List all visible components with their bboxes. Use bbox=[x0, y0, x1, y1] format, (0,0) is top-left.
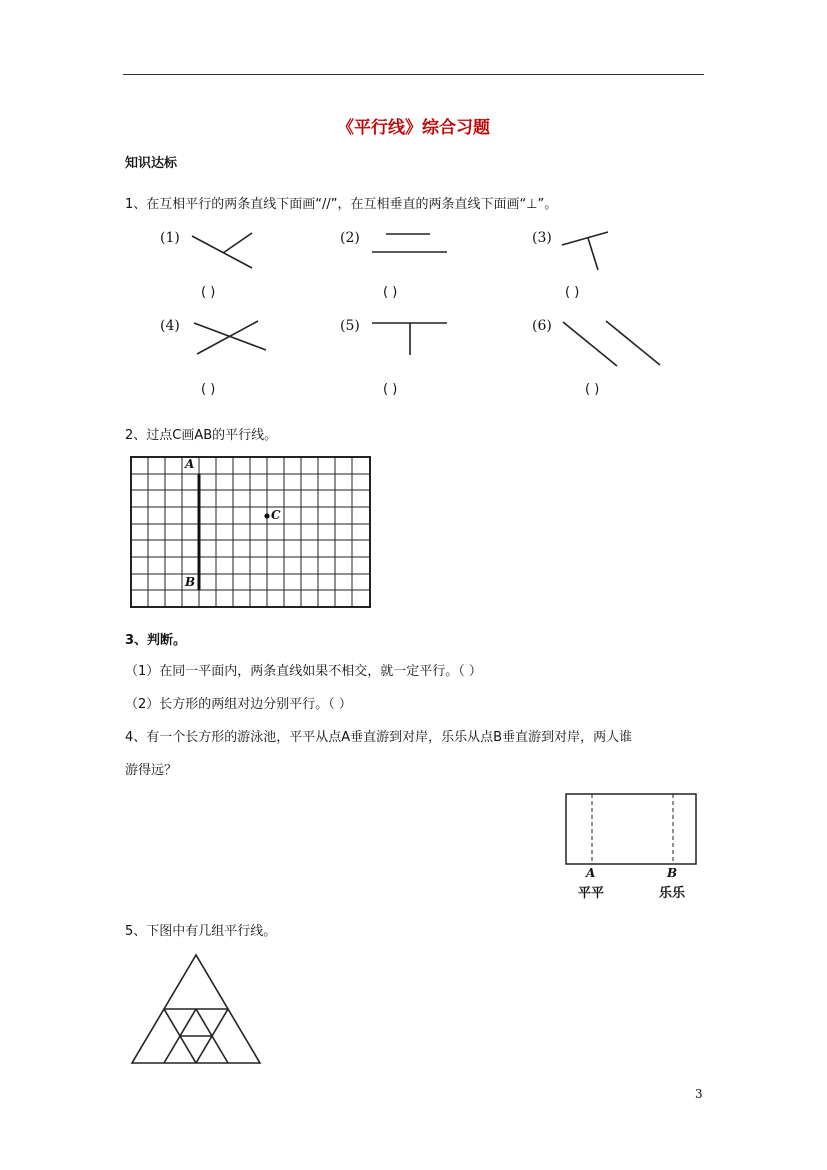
point-b-label: B bbox=[185, 575, 196, 589]
q1-item4-label: (4) bbox=[160, 318, 180, 334]
q4-text-line2: 游得远？ bbox=[125, 763, 178, 778]
q1-item6-answer: ( ) bbox=[585, 382, 600, 397]
q3-title: 3、判断。 bbox=[125, 633, 187, 648]
q3-item2: （2）长方形的两组对边分别平行。（ ） bbox=[125, 697, 352, 712]
point-c-label: C bbox=[271, 508, 281, 522]
q4-label-b: B bbox=[667, 866, 678, 880]
q4-label-a: A bbox=[586, 866, 596, 880]
q1-item1-answer: ( ) bbox=[201, 285, 216, 300]
q1-item5-answer: ( ) bbox=[383, 382, 398, 397]
q5-text: 5、下图中有几组平行线。 bbox=[125, 924, 277, 939]
q4-text-line1: 4、有一个长方形的游泳池，平平从点A垂直游到对岸，乐乐从点B垂直游到对岸，两人谁 bbox=[125, 730, 633, 745]
q1-item2-answer: ( ) bbox=[383, 285, 398, 300]
section-label: 知识达标 bbox=[125, 156, 178, 171]
point-a-label: A bbox=[185, 457, 195, 471]
q1-item3-answer: ( ) bbox=[565, 285, 580, 300]
q1-item3-label: (3) bbox=[532, 230, 552, 246]
q1-item6-label: (6) bbox=[532, 318, 552, 334]
q3-item1: （1）在同一平面内，两条直线如果不相交，就一定平行。（ ） bbox=[125, 664, 482, 679]
q1-item5-label: (5) bbox=[340, 318, 360, 334]
page-number: 3 bbox=[695, 1087, 703, 1101]
q1-item4-answer: ( ) bbox=[201, 382, 216, 397]
q2-text: 2、过点C画AB的平行线。 bbox=[125, 428, 278, 443]
q1-item1-label: (1) bbox=[160, 230, 180, 246]
q1-item2-label: (2) bbox=[340, 230, 360, 246]
page-title: 《平行线》综合习题 bbox=[337, 118, 490, 138]
q1-text: 1、在互相平行的两条直线下面画“//”，在互相垂直的两条直线下面画“⊥”。 bbox=[125, 197, 558, 212]
q4-name-b: 乐乐 bbox=[659, 886, 686, 901]
q4-name-a: 平平 bbox=[578, 886, 605, 901]
